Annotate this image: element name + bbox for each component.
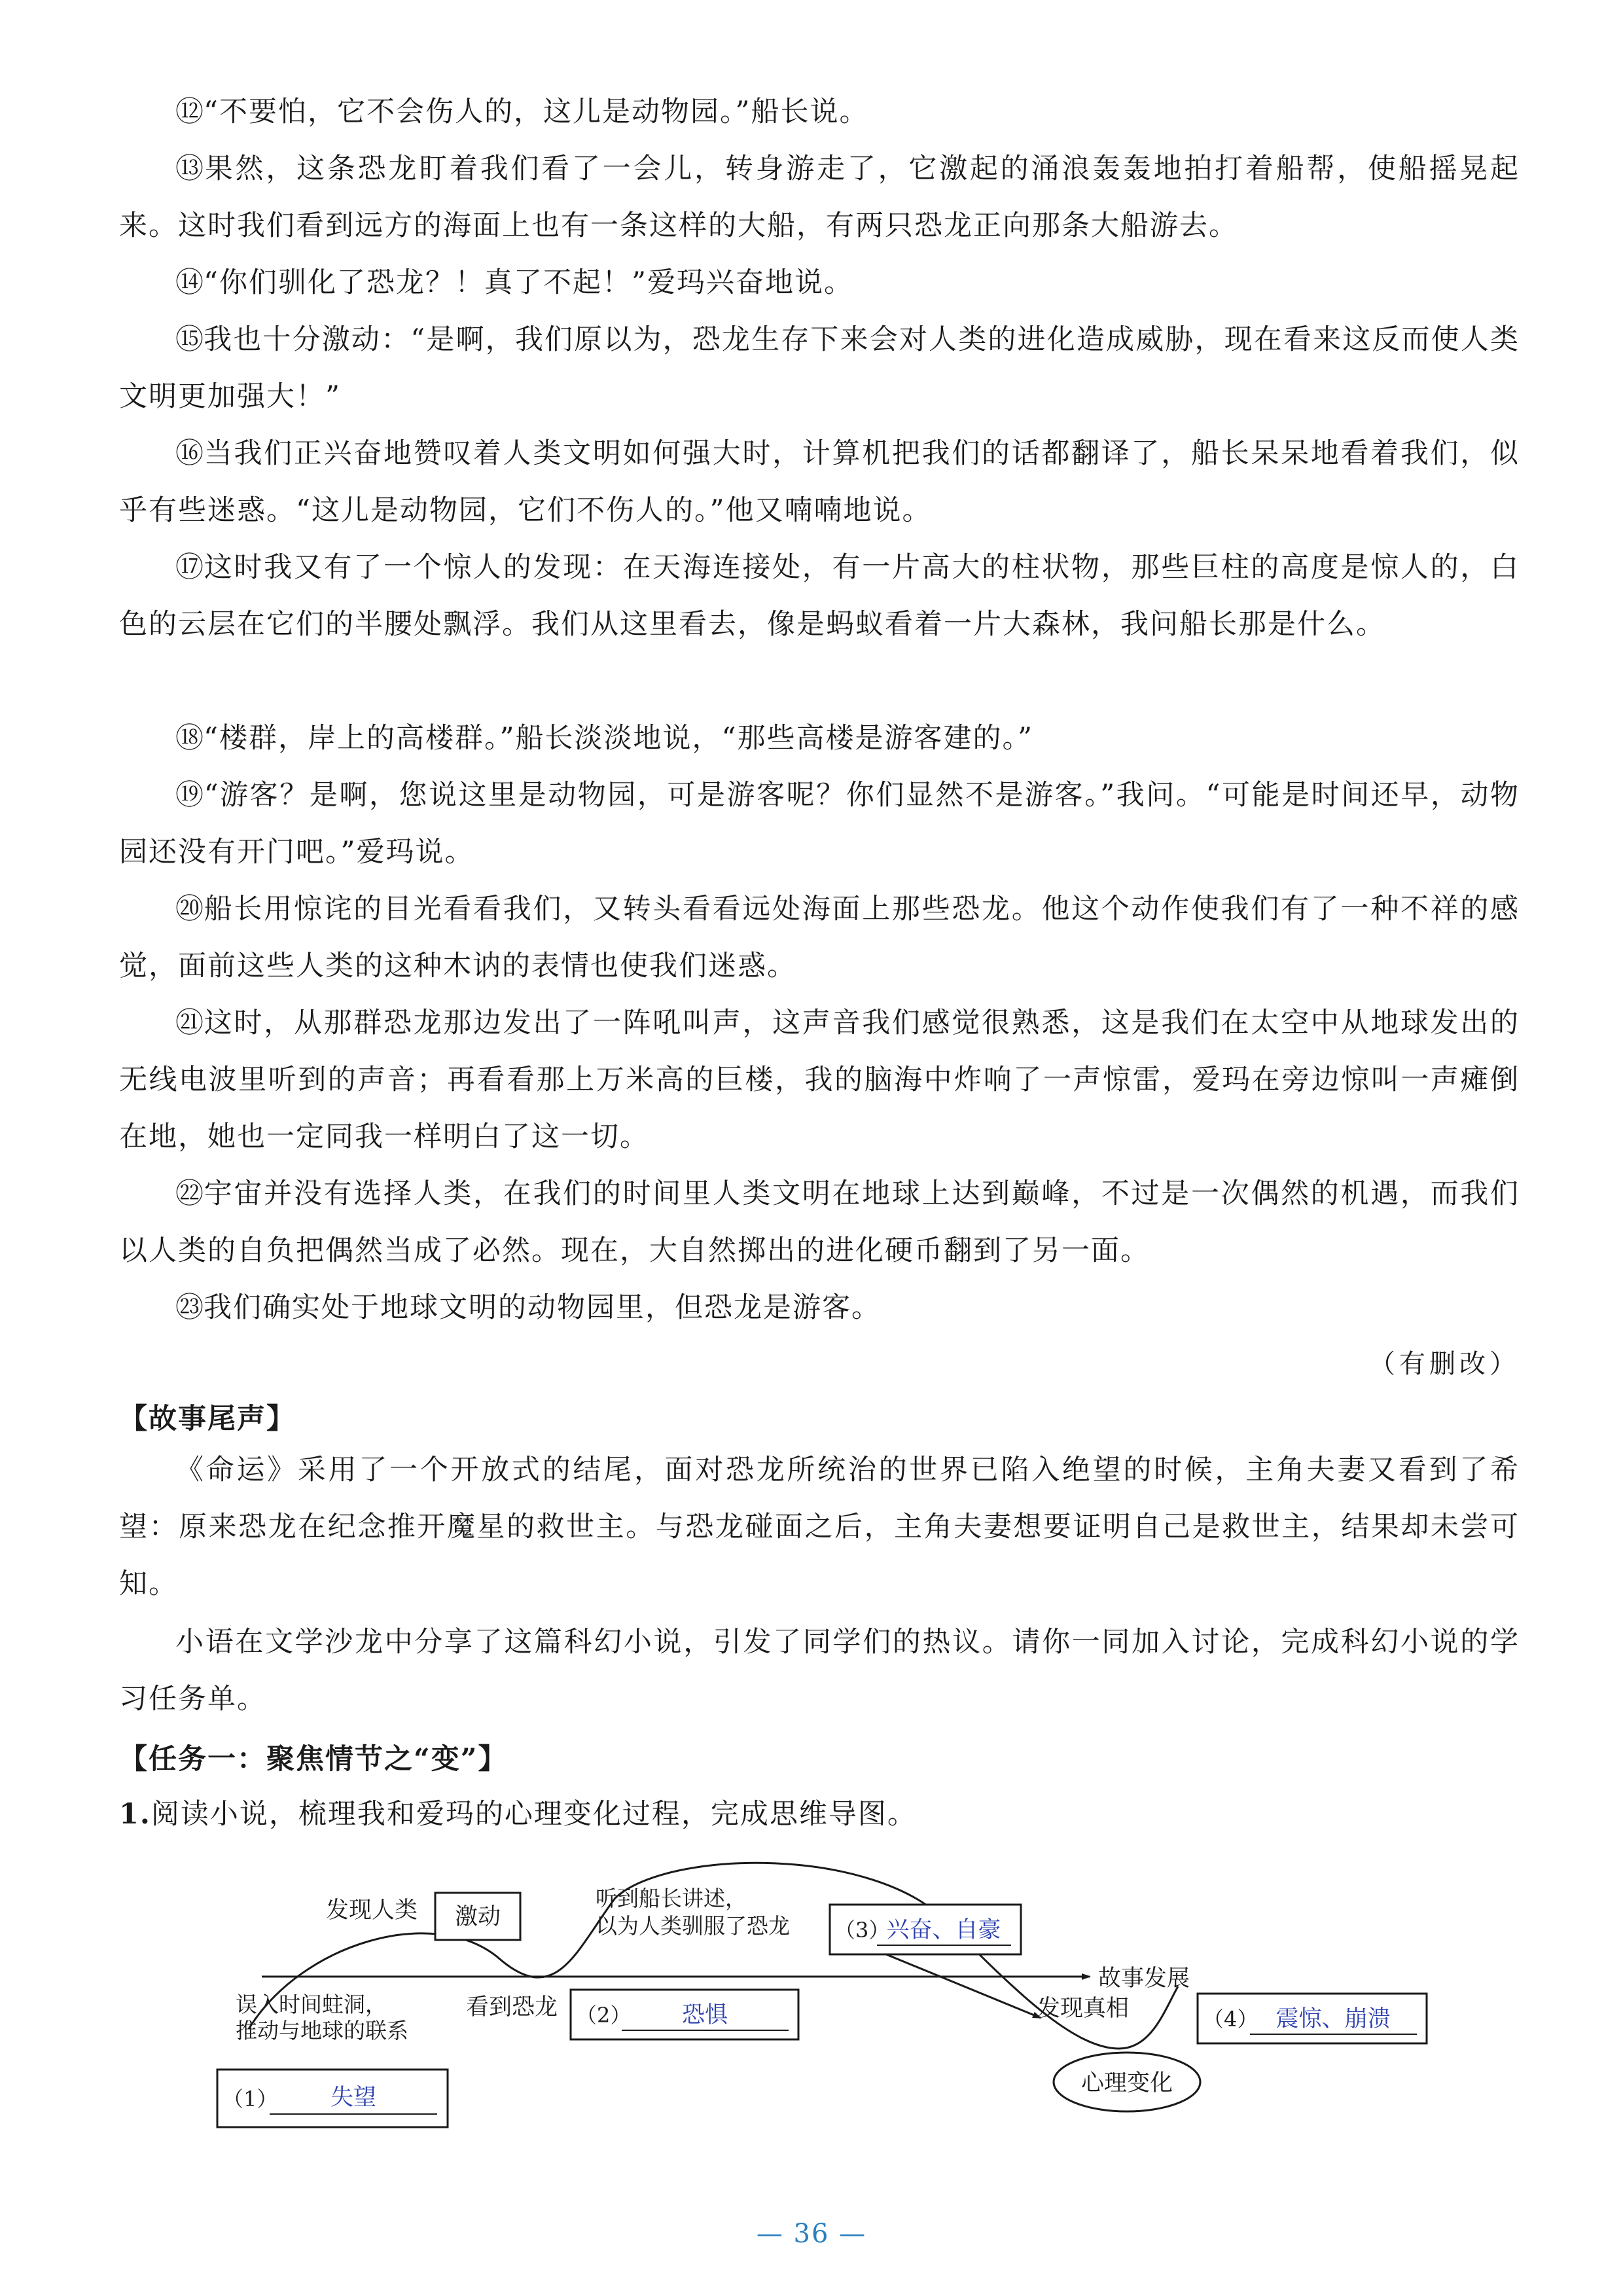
paragraph-13: ⑬果然，这条恐龙盯着我们看了一会儿，转身游走了，它激起的涌浪轰轰地拍打着船帮，使船摇晃起来。这时我们看到远方的海面上也有一条这样的大船，有两只恐龙正向那条大船游去。 [119,152,1520,242]
paragraph-15: ⑮我也十分激动：“是啊，我们原以为，恐龙生存下来会对人类的进化造成威胁，现在看来这反而使人类文明更加强大！” [119,323,1520,413]
paragraph-18: ⑱“楼群，岸上的高楼群。”船长淡淡地说，“那些高楼是游客建的。” [175,722,1033,755]
question-1 [119,1792,917,1832]
box-3-answer: 兴奋、自豪 [886,1917,1001,1943]
task-heading: 【任务一：聚焦情节之“变”】 [119,1743,508,1776]
paragraph-16: ⑯当我们正兴奋地赞叹着人类文明如何强大时，计算机把我们的话都翻译了，船长呆呆地看着我们，似乎有些迷惑。“这儿是动物园，它们不伤人的。”他又喃喃地说。 [119,437,1520,527]
label-captain-line1: 听到船长讲述， [596,1886,747,1911]
label-discover-humans: 发现人类 [326,1897,418,1924]
box-3-number: （3） [834,1918,890,1943]
box-1-answer: 失望 [330,2085,377,2111]
paragraph-21: ㉑这时，从那群恐龙那边发出了一阵吼叫声，这声音我们感觉很熟悉，这是我们在太空中从地球发出的无线电波里听到的声音；再看看那上万米高的巨楼，我的脑海中炸响了一声惊雷，爱玛在旁边惊叫一声瘫倒在地，她也一定同我一样明白了这一切。 [119,1007,1520,1153]
mind-map-diagram [209,1852,1492,2160]
epilogue-paragraph-2: 小语在文学沙龙中分享了这篇科幻小说，引发了同学们的热议。请你一同加入讨论，完成科幻小说的学习任务单。 [119,1626,1520,1715]
epilogue-paragraph-1: 《命运》采用了一个开放式的结尾，面对恐龙所统治的世界已陷入绝望的时候，主角夫妻又看到了希望：原来恐龙在纪念推开魔星的救世主。与恐龙碰面之后，主角夫妻想要证明自己是救世主，结果却未尝可知。 [119,1454,1520,1600]
box-2-answer: 恐惧 [681,2002,728,2028]
truth-arrow [864,1945,1041,2018]
paragraph-19: ⑲“游客？是啊，您说这里是动物园，可是游客呢？你们显然不是游客。”我问。“可能是时间还早，动物园还没有开门吧。”爱玛说。 [119,779,1520,869]
psychology-change-label: 心理变化 [1080,2070,1173,2096]
box-4-number: （4） [1203,2007,1258,2032]
box-2-number: （2） [576,2003,632,2028]
page-number: — 36 — [756,2219,867,2249]
question-number: 1. [119,1798,151,1831]
box-4-answer: 震惊、崩溃 [1275,2006,1391,2032]
paragraph-12: ⑫“不要怕，它不会伤人的，这儿是动物园。”船长说。 [175,96,869,128]
label-wormhole-line2: 推动与地球的联系 [236,2018,408,2043]
label-story-development: 故事发展 [1098,1965,1190,1992]
box-excited-text: 激动 [454,1904,501,1930]
revision-note: （有删改） [1369,1349,1520,1379]
paragraph-14: ⑭“你们驯化了恐龙？！真了不起！”爱玛兴奋地说。 [175,266,853,299]
paragraph-22: ㉒宇宙并没有选择人类，在我们的时间里人类文明在地球上达到巅峰，不过是一次偶然的机遇，而我们以人类的自负把偶然当成了必然。现在，大自然掷出的进化硬币翻到了另一面。 [119,1177,1520,1267]
paragraph-20: ⑳船长用惊诧的目光看看我们，又转头看看远处海面上那些恐龙。他这个动作使我们有了一种不祥的感觉，面前这些人类的这种木讷的表情也使我们迷惑。 [119,893,1520,982]
label-wormhole-line1: 误入时间蛀洞， [236,1992,387,2017]
paragraph-23: ㉓我们确实处于地球文明的动物园里，但恐龙是游客。 [175,1291,881,1324]
label-captain-line2: 以为人类驯服了恐龙 [596,1913,790,1939]
label-discover-truth: 发现真相 [1037,1996,1130,2022]
paragraph-17: ⑰这时我又有了一个惊人的发现：在天海连接处，有一片高大的柱状物，那些巨柱的高度是惊人的，白色的云层在它们的半腰处飘浮。我们从这里看去，像是蚂蚁看着一片大森林，我问船长那是什么。 [119,551,1520,641]
box-1-number: （1） [223,2087,278,2111]
question-text: 阅读小说，梳理我和爱玛的心理变化过程，完成思维导图。 [151,1798,917,1831]
epilogue-heading: 【故事尾声】 [119,1403,296,1435]
label-see-dinosaur: 看到恐龙 [466,1994,558,2020]
